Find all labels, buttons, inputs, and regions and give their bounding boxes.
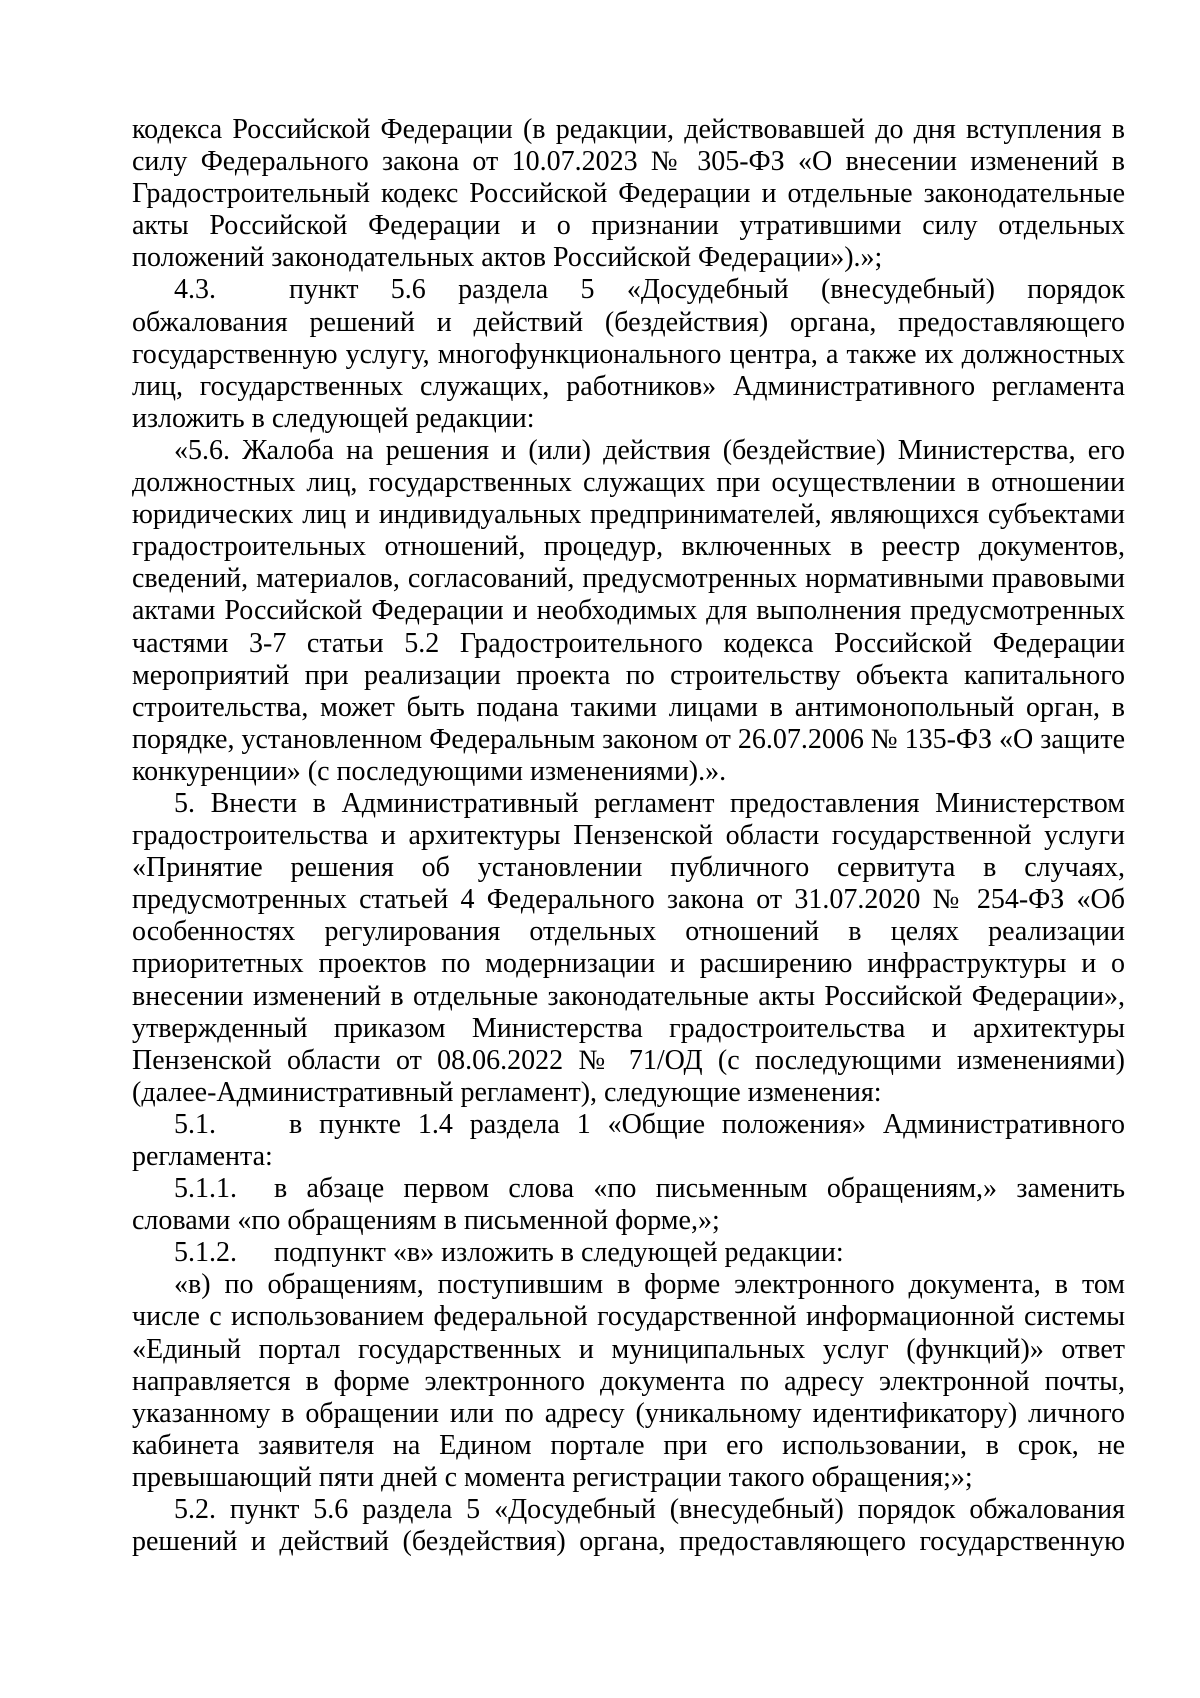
clause-number: 5.1. xyxy=(174,1108,216,1140)
clause-text: подпункт «в» изложить в следующей редакции: xyxy=(274,1237,844,1269)
document-body xyxy=(132,114,1125,1558)
clause-text: в абзаце первом слова «по письменным обращениям,» заменить словами «по обращениям в письменной форме,»; xyxy=(132,1173,1125,1237)
paragraph-5-1 xyxy=(132,1109,1125,1173)
paragraph-5-2: 5.2. пункт 5.6 раздела 5 «Досудебный (внесудебный) порядок обжалования решений и действий (бездействия) органа, предоставляющего государственную xyxy=(132,1494,1125,1558)
paragraph-5-1-1 xyxy=(132,1173,1125,1237)
paragraph-quote-v: «в) по обращениям, поступившим в форме электронного документа, в том числе с использованием федеральной государственной информационной системы «Единый портал государственных и муниципальных услуг (функций)» ответ направляется в форме электронного документа по адресу электронной почты, указанному в обращении или по адресу (уникальному идентификатору) личного кабинета заявителя на Едином портале при его использовании, в срок, не превышающий пяти дней с момента регистрации такого обращения;»; xyxy=(132,1269,1125,1493)
clause-number: 5.1.2. xyxy=(174,1237,237,1269)
clause-text: в пункте 1.4 раздела 1 «Общие положения» Административного регламента: xyxy=(132,1108,1125,1172)
clause-text: пункт 5.6 раздела 5 «Досудебный (внесудебный) порядок обжалования решений и действий (бездействия) органа, предоставляющего государственную услугу, многофункционального центра, а также их должностных лиц, государственных служащих, работников» Административного регламента изложить в следующей редакции: xyxy=(132,274,1125,434)
clause-number: 4.3. xyxy=(174,274,216,306)
paragraph-continuation: кодекса Российской Федерации (в редакции, действовавшей до дня вступления в силу Федерального закона от 10.07.2023 № 305-ФЗ «О внесении изменений в Градостроительный кодекс Российской Федерации и отдельные законодательные акты Российской Федерации и о признании утратившими силу отдельных положений законодательных актов Российской Федерации»).»; xyxy=(132,114,1125,274)
clause-number: 5.1.1. xyxy=(174,1173,237,1205)
paragraph-quote-5-6: «5.6. Жалоба на решения и (или) действия (бездействие) Министерства, его должностных лиц, государственных служащих при осуществлении в отношении юридических лиц и индивидуальных предпринимателей, являющихся субъектами градостроительных отношений, процедур, включенных в реестр документов, сведений, материалов, согласований, предусмотренных нормативными правовыми актами Российской Федерации и необходимых для выполнения предусмотренных частями 3-7 статьи 5.2 Градостроительного кодекса Российской Федерации мероприятий при реализации проекта по строительству объекта капитального строительства, может быть подана такими лицами в антимонопольный орган, в порядке, установленном Федеральным законом от 26.07.2006 № 135-ФЗ «О защите конкуренции» (с последующими изменениями).». xyxy=(132,434,1125,787)
paragraph-4-3 xyxy=(132,274,1125,434)
paragraph-5-1-2 xyxy=(132,1237,1125,1269)
paragraph-5: 5. Внести в Административный регламент предоставления Министерством градостроительства и архитектуры Пензенской области государственной услуги «Принятие решения об установлении публичного сервитута в случаях, предусмотренных статьей 4 Федерального закона от 31.07.2020 № 254-ФЗ «Об особенностях регулирования отдельных отношений в целях реализации приоритетных проектов по модернизации и расширению инфраструктуры и о внесении изменений в отдельные законодательные акты Российской Федерации», утвержденный приказом Министерства градостроительства и архитектуры Пензенской области от 08.06.2022 № 71/ОД (с последующими изменениями) (далее-Административный регламент), следующие изменения: xyxy=(132,787,1125,1108)
